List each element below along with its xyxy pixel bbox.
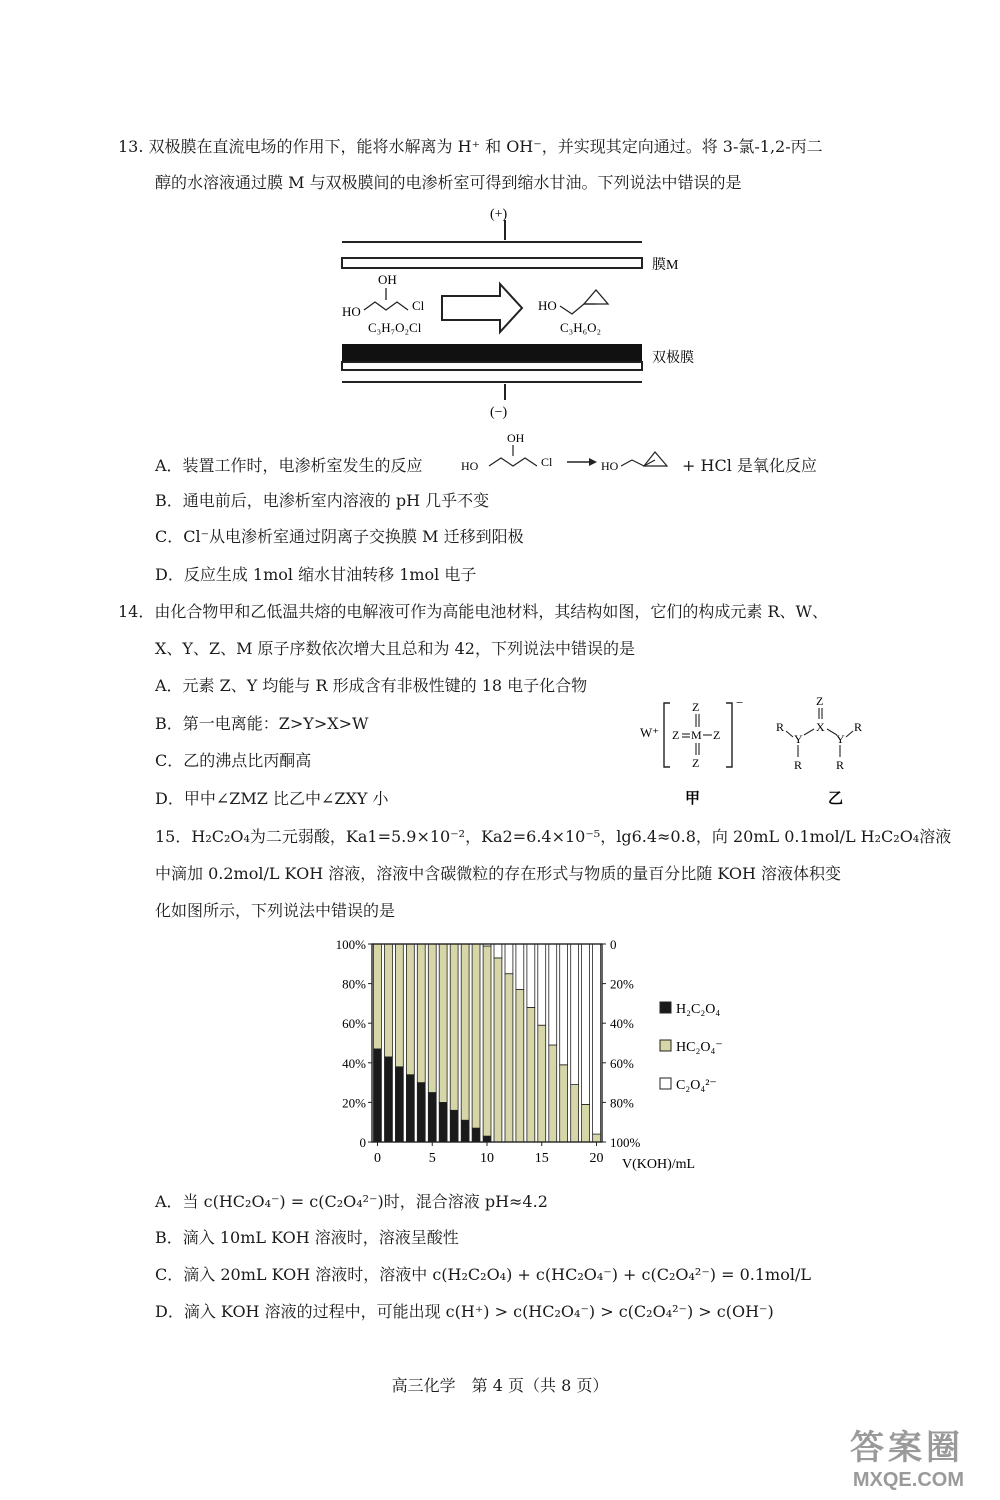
- bar-segment-1-7: [450, 944, 458, 1110]
- bar-segment-2-15: [538, 944, 546, 1025]
- left-tick-label-2: 60%: [342, 1016, 366, 1032]
- x-axis-label: V(KOH)/mL: [622, 1157, 696, 1172]
- watermark-logo: 答案圈 MXQE.COM: [850, 1428, 964, 1491]
- chart-legend: [660, 1002, 723, 1093]
- q15-stem-line2: 中滴加 0.2mol/L KOH 溶液，溶液中含碳微粒的存在形式与物质的量百分比随 KOH 溶液体积变: [155, 864, 842, 883]
- svg-text:Z: Z: [672, 728, 680, 742]
- svg-text:HO: HO: [601, 459, 619, 473]
- svg-text:R: R: [854, 720, 863, 734]
- q14-option-a: A．元素 Z、Y 均能与 R 形成含有非极性键的 18 电子化合物: [155, 676, 588, 695]
- left-tick-label-0: 100%: [335, 937, 366, 952]
- bar-segment-1-18: [571, 1085, 579, 1142]
- legend-label-2: C₂O₄²⁻: [676, 1078, 717, 1093]
- x-tick-label-4: 20: [589, 1151, 604, 1166]
- product-ho: HO: [538, 298, 557, 313]
- anion-charge: −: [736, 695, 744, 710]
- svg-text:R: R: [836, 758, 845, 772]
- bar-segment-0-5: [428, 1093, 436, 1143]
- svg-text:Cl: Cl: [541, 455, 553, 469]
- q13-option-a-reaction: [455, 430, 685, 480]
- legend-label-0: H₂C₂O₄: [676, 1002, 721, 1017]
- q15-option-d: D．滴入 KOH 溶液的过程中，可能出现 c(H⁺) > c(HC₂O₄⁻) > c(C₂O₄²⁻) > c(OH⁻): [155, 1302, 774, 1321]
- bar-segment-0-8: [461, 1120, 469, 1142]
- compound-structures: [630, 695, 890, 810]
- bar-segment-1-19: [582, 1104, 590, 1142]
- reaction-arrow: [442, 284, 522, 332]
- bracket-right: [726, 703, 732, 767]
- q14-option-b: B．第一电离能：Z>Y>X>W: [155, 714, 369, 733]
- bar-segment-1-12: [505, 974, 513, 1142]
- left-tick-label-4: 20%: [342, 1095, 366, 1111]
- bracket-left: [664, 703, 670, 767]
- q13-option-a-prefix: A．装置工作时，电渗析室发生的反应: [155, 456, 423, 475]
- q14-stem-line1: 14．由化合物甲和乙低温共熔的电解液可作为高能电池材料，其结构如图，它们的构成元素 R、W、: [118, 602, 828, 621]
- bar-segment-1-11: [494, 958, 502, 1142]
- svg-text:Y: Y: [794, 732, 803, 746]
- svg-text:Z: Z: [713, 728, 721, 742]
- membrane-m-label: 膜M: [652, 258, 679, 273]
- bar-segment-0-6: [439, 1102, 447, 1142]
- bar-segment-2-13: [516, 944, 524, 990]
- reactant-oh: OH: [378, 272, 397, 287]
- q14-option-c: C．乙的沸点比丙酮高: [155, 751, 312, 770]
- right-tick-label-0: 0: [610, 937, 617, 952]
- svg-text:Z: Z: [816, 695, 824, 708]
- q13-option-b: B．通电前后，电渗析室内溶液的 pH 几乎不变: [155, 491, 490, 510]
- q15-option-a: A．当 c(HC₂O₄⁻) = c(C₂O₄²⁻)时，混合溶液 pH≈4.2: [155, 1192, 548, 1211]
- q15-stem-line1: 15．H₂C₂O₄为二元弱酸，Ka1=5.9×10⁻²，Ka2=6.4×10⁻⁵，lg6.4≈0.8，向 20mL 0.1mol/L H₂C₂O₄溶液: [155, 827, 952, 846]
- bar-segment-1-8: [461, 944, 469, 1120]
- product-skeleton: [560, 304, 596, 314]
- bar-segment-0-1: [385, 1057, 393, 1142]
- bar-segment-0-2: [395, 1067, 403, 1142]
- right-tick-label-5: 100%: [610, 1135, 641, 1150]
- bar-segment-1-17: [560, 1065, 568, 1142]
- bar-segment-2-14: [527, 944, 535, 1007]
- bar-segment-0-0: [374, 1049, 382, 1142]
- product-formula: C₃H₆O₂: [560, 320, 602, 335]
- bar-segment-0-9: [472, 1128, 480, 1142]
- atom-m: M: [691, 728, 702, 742]
- bar-segment-2-17: [560, 944, 568, 1065]
- q13-stem-line1: 13. 双极膜在直流电场的作用下，能将水解离为 H⁺ 和 OH⁻，并实现其定向通过。将 3-氯-1,2-丙二: [118, 137, 823, 156]
- page-footer: 高三化学 第 4 页（共 8 页）: [391, 1376, 609, 1395]
- bar-segment-0-7: [450, 1110, 458, 1142]
- q15-option-c: C．滴入 20mL KOH 溶液时，溶液中 c(H₂C₂O₄) + c(HC₂O₄⁻) + c(C₂O₄²⁻) = 0.1mol/L: [155, 1265, 811, 1284]
- bipolar-membrane-light: [342, 362, 642, 370]
- legend-label-1: HC₂O₄⁻: [676, 1040, 723, 1055]
- cation-w: W⁺: [640, 725, 660, 740]
- svg-text:Z: Z: [692, 700, 700, 714]
- x-tick-label-1: 5: [428, 1151, 436, 1166]
- bar-segment-2-20: [593, 944, 601, 1134]
- q14-stem-line2: X、Y、Z、M 原子序数依次增大且总和为 42，下列说法中错误的是: [155, 639, 635, 658]
- left-tick-label-3: 40%: [342, 1055, 366, 1071]
- q14-option-d: D．甲中∠ZMZ 比乙中∠ZXY 小: [155, 789, 389, 808]
- bar-segment-1-13: [516, 990, 524, 1143]
- bar-segment-2-11: [494, 944, 502, 958]
- bar-segment-1-10: [483, 946, 491, 1136]
- epoxide-ring: [584, 290, 608, 304]
- bar-segment-1-20: [593, 1134, 601, 1142]
- svg-text:OH: OH: [507, 431, 525, 445]
- bar-segment-0-3: [406, 1075, 414, 1142]
- bar-segment-2-16: [549, 944, 557, 1045]
- bar-segment-0-4: [417, 1083, 425, 1142]
- bar-segment-1-0: [374, 944, 382, 1049]
- bar-segment-1-1: [385, 944, 393, 1057]
- cathode-label: (−): [490, 405, 508, 420]
- bar-segment-1-3: [406, 944, 414, 1075]
- bar-segment-2-12: [505, 944, 513, 974]
- right-tick-label-4: 80%: [610, 1095, 634, 1111]
- bar-segment-1-15: [538, 1025, 546, 1142]
- x-tick-label-0: 0: [373, 1151, 381, 1166]
- reactant-skeleton: [364, 302, 408, 310]
- bar-segment-1-14: [527, 1007, 535, 1142]
- bipolar-membrane-dark: [342, 344, 642, 362]
- left-tick-label-5: 0: [359, 1135, 366, 1150]
- svg-text:HO: HO: [461, 459, 479, 473]
- q13-option-c: C．Cl⁻从电渗析室通过阴离子交换膜 M 迁移到阳极: [155, 527, 524, 546]
- svg-text:R: R: [794, 758, 803, 772]
- right-tick-label-1: 20%: [610, 976, 634, 992]
- left-tick-label-1: 80%: [342, 976, 366, 992]
- right-tick-label-2: 40%: [610, 1016, 634, 1032]
- legend-swatch-2: [660, 1078, 671, 1089]
- atom-x: X: [816, 720, 825, 734]
- bar-segment-1-16: [549, 1045, 557, 1142]
- legend-swatch-0: [660, 1002, 671, 1013]
- q15-stem-line3: 化如图所示，下列说法中错误的是: [155, 901, 396, 920]
- label-jia: 甲: [685, 791, 701, 807]
- label-yi: 乙: [828, 791, 844, 807]
- chart-bars: [374, 944, 601, 1142]
- bar-segment-1-5: [428, 944, 436, 1093]
- reactant-cl: Cl: [412, 298, 425, 313]
- bar-segment-1-2: [395, 944, 403, 1067]
- electrodialysis-diagram: [300, 198, 720, 428]
- membrane-m: [342, 258, 642, 268]
- q13-option-d: D．反应生成 1mol 缩水甘油转移 1mol 电子: [155, 565, 477, 584]
- bipolar-membrane-label: 双极膜: [652, 351, 694, 366]
- q15-option-b: B．滴入 10mL KOH 溶液时，溶液呈酸性: [155, 1228, 459, 1247]
- bar-segment-2-18: [571, 944, 579, 1085]
- svg-text:Y: Y: [836, 732, 845, 746]
- anode-label: (+): [490, 207, 508, 222]
- species-distribution-chart: [320, 930, 760, 1180]
- right-tick-label-3: 60%: [610, 1055, 634, 1071]
- bar-segment-1-6: [439, 944, 447, 1102]
- bar-segment-2-19: [582, 944, 590, 1104]
- bar-segment-0-10: [483, 1136, 491, 1142]
- legend-swatch-1: [660, 1040, 671, 1051]
- bar-segment-1-9: [472, 944, 480, 1128]
- x-tick-label-3: 15: [534, 1151, 549, 1166]
- q13-option-a-suffix: + HCl 是氧化反应: [682, 456, 817, 475]
- bar-segment-1-4: [417, 944, 425, 1083]
- svg-text:Z: Z: [692, 756, 700, 770]
- q13-stem-line2: 醇的水溶液通过膜 M 与双极膜间的电渗析室可得到缩水甘油。下列说法中错误的是: [155, 173, 742, 192]
- svg-text:R: R: [776, 720, 785, 734]
- reactant-formula: C₃H₇O₂Cl: [368, 320, 422, 335]
- reactant-ho: HO: [342, 304, 361, 319]
- x-tick-label-2: 10: [480, 1151, 494, 1166]
